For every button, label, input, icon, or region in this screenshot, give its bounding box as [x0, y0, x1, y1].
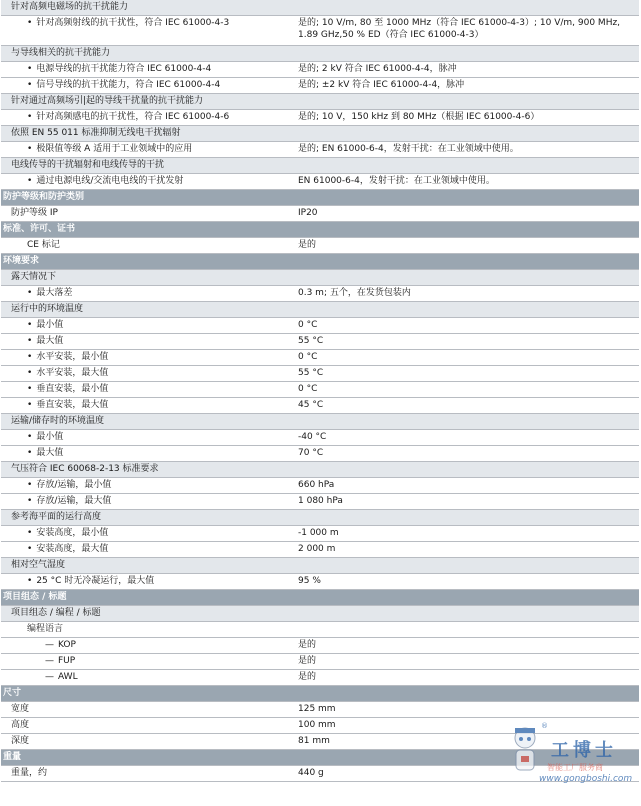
group-header [1, 302, 639, 318]
spec-label-text: 存放/运输，最大值 [36, 496, 112, 506]
group-header [1, 94, 639, 110]
spec-label-text: 针对高频射线的抗干扰性，符合 IEC 61000-4-3 [36, 18, 230, 28]
spec-label-text: CE 标记 [27, 240, 60, 250]
spec-label-text: 最小值 [36, 432, 64, 442]
spec-label [1, 270, 631, 285]
spec-label [1, 142, 317, 157]
spec-value: 是的; EN 61000-6-4，发射干扰：在工业领域中使用。 [298, 144, 519, 154]
spec-label [1, 526, 317, 541]
spec-row [1, 478, 639, 494]
spec-row [1, 526, 639, 542]
spec-label-text: 标准、许可、证书 [3, 224, 76, 234]
spec-row [1, 494, 639, 510]
spec-label [1, 670, 335, 685]
spec-label-text: 深度 [11, 736, 30, 746]
spec-label-text: 最大落差 [36, 288, 73, 298]
spec-label-text: 环境要求 [3, 256, 40, 266]
bullet-icon: • [27, 368, 33, 378]
spec-row [1, 542, 639, 558]
spec-label [1, 750, 293, 765]
spec-value: 是的 [298, 640, 317, 650]
spec-row [1, 78, 639, 94]
bullet-icon: • [27, 400, 33, 410]
bullet-icon: • [27, 544, 33, 554]
group-header [1, 558, 639, 574]
spec-label [1, 606, 631, 621]
spec-value: -1 000 m [298, 528, 339, 538]
spec-row [1, 670, 639, 686]
registered-mark: ® [541, 722, 548, 730]
spec-label [1, 366, 317, 381]
spec-value: 是的 [298, 240, 317, 250]
spec-label [1, 222, 293, 237]
spec-label [1, 574, 317, 589]
spec-label-text: 最大值 [36, 448, 64, 458]
spec-label [1, 414, 631, 429]
spec-value: EN 61000-6-4，发射干扰：在工业领域中使用。 [298, 176, 495, 186]
spec-row [1, 446, 639, 462]
spec-row [1, 286, 639, 302]
spec-label [1, 286, 317, 301]
spec-value: 0 °C [298, 352, 318, 362]
spec-label-text: 25 °C 时无冷凝运行，最大值 [36, 576, 155, 586]
spec-label [1, 510, 631, 525]
spec-label-text: 针对高频电磁场的抗干扰能力 [11, 2, 129, 12]
spec-value: 是的; 10 V，150 kHz 到 80 MHz（根据 IEC 61000-4-6） [298, 112, 540, 122]
spec-label [1, 318, 317, 333]
spec-label [1, 638, 335, 653]
bullet-icon: • [27, 480, 33, 490]
spec-label [1, 686, 293, 701]
spec-label-text: 参考海平面的运行高度 [11, 512, 102, 522]
spec-label [1, 334, 317, 349]
spec-value: 81 mm [298, 736, 330, 746]
spec-value: 70 °C [298, 448, 324, 458]
spec-label-text: 露天情况下 [11, 272, 57, 282]
spec-value: 660 hPa [298, 480, 335, 490]
spec-label-text: AWL [58, 672, 78, 682]
spec-label [1, 62, 317, 77]
spec-row [1, 430, 639, 446]
spec-row [1, 654, 639, 670]
spec-label-text: 与导线相关的抗干扰能力 [11, 48, 111, 58]
spec-label-text: FUP [58, 656, 76, 666]
group-header [1, 270, 639, 286]
spec-label-text: 电线传导的干扰辐射和电线传导的干扰 [11, 160, 165, 170]
spec-label [1, 478, 317, 493]
group-header [1, 0, 639, 16]
spec-label [1, 126, 631, 141]
bullet-icon: • [27, 288, 33, 298]
bullet-icon: • [27, 112, 33, 122]
spec-value: 95 % [298, 576, 321, 586]
spec-label [1, 494, 317, 509]
spec-row [1, 62, 639, 78]
dash-icon: — [45, 640, 54, 650]
dash-icon: — [45, 672, 54, 682]
spec-label-text: 重量，约 [11, 768, 48, 778]
spec-label-text: 垂直安装，最小值 [36, 384, 109, 394]
spec-label-text: 相对空气湿度 [11, 560, 66, 570]
spec-value: 是的 [298, 656, 317, 666]
spec-value: 是的; ±2 kV 符合 IEC 61000-4-4，脉冲 [298, 80, 465, 90]
bullet-icon: • [27, 576, 33, 586]
group-header [1, 510, 639, 526]
spec-label-text: 依照 EN 55 011 标准抑制无线电干扰辐射 [11, 128, 181, 138]
spec-row [1, 334, 639, 350]
group-header [1, 46, 639, 62]
spec-row [1, 350, 639, 366]
bullet-icon: • [27, 18, 33, 28]
spec-row [1, 574, 639, 590]
spec-label-text: 项目组态 / 编程 / 标题 [11, 608, 101, 618]
watermark-tagline: 智能工厂服务商 [547, 763, 603, 772]
spec-row [1, 142, 639, 158]
spec-value: 是的 [298, 672, 317, 682]
spec-label [1, 622, 317, 637]
spec-label-text: 尺寸 [3, 688, 22, 698]
spec-label-text: 针对通过高频场引|起的导线干扰量的抗干扰能力 [11, 96, 204, 106]
bullet-icon: • [27, 352, 33, 362]
spec-row [1, 382, 639, 398]
spec-value: IP20 [298, 208, 318, 218]
spec-label [1, 350, 317, 365]
spec-label [1, 254, 293, 269]
bullet-icon: • [27, 336, 33, 346]
bullet-icon: • [27, 80, 33, 90]
spec-value: 2 000 m [298, 544, 336, 554]
spec-row [1, 638, 639, 654]
spec-label [1, 78, 317, 93]
spec-label-text: 电源导线的抗干扰能力符合 IEC 61000-4-4 [36, 64, 212, 74]
section-header [1, 222, 639, 238]
spec-label-text: 运行中的环境温度 [11, 304, 84, 314]
spec-label [1, 0, 631, 15]
spec-label [1, 446, 317, 461]
spec-value: 是的; 10 V/m, 80 至 1000 MHz（符合 IEC 61000-4-3）; 10 V/m, 900 MHz, 1.89 GHz,50 % ED（符合 IEC 61000-4-3） [298, 18, 621, 40]
spec-label [1, 382, 317, 397]
spec-label [1, 158, 631, 173]
spec-label [1, 174, 317, 189]
spec-value: -40 °C [298, 432, 327, 442]
spec-label [1, 542, 317, 557]
spec-label-text: 针对高频感电的抗干扰性，符合 IEC 61000-4-6 [36, 112, 230, 122]
spec-label-text: 水平安装，最大值 [36, 368, 109, 378]
group-header [1, 126, 639, 142]
spec-label [1, 46, 631, 61]
spec-value: 440 g [298, 768, 324, 778]
spec-label-text: 防护等级和防护类别 [3, 192, 85, 202]
spec-label-text: 水平安装，最小值 [36, 352, 109, 362]
spec-row [1, 398, 639, 414]
spec-label-text: 垂直安装，最大值 [36, 400, 109, 410]
spec-row [1, 174, 639, 190]
watermark-url: www.gongboshi.com [539, 774, 633, 784]
spec-row [1, 318, 639, 334]
spec-label [1, 110, 317, 125]
spec-label [1, 16, 317, 31]
spec-value: 55 °C [298, 336, 324, 346]
group-header [1, 606, 639, 622]
spec-label-text: 存放/运输，最小值 [36, 480, 112, 490]
spec-label-text: 编程语言 [27, 624, 64, 634]
group-header [1, 462, 639, 478]
watermark-logo [503, 718, 633, 788]
group-header [1, 414, 639, 430]
bullet-icon: • [27, 144, 33, 154]
spec-row [1, 110, 639, 126]
spec-label [1, 190, 293, 205]
spec-value: 0 °C [298, 320, 318, 330]
spec-value: 0 °C [298, 384, 318, 394]
spec-label-text: 极限值等级 A 适用于工业领域中的应用 [36, 144, 193, 154]
dash-icon: — [45, 656, 54, 666]
spec-row [1, 702, 639, 718]
spec-row [1, 238, 639, 254]
spec-label-text: 最大值 [36, 336, 64, 346]
spec-label-text: 通过电源电线/交流电电线的干扰发射 [36, 176, 184, 186]
spec-row [1, 16, 639, 46]
spec-label [1, 558, 631, 573]
spec-label-text: 最小值 [36, 320, 64, 330]
spec-label-text: KOP [58, 640, 76, 650]
spec-label [1, 302, 631, 317]
spec-value: 55 °C [298, 368, 324, 378]
bullet-icon: • [27, 432, 33, 442]
section-header [1, 686, 639, 702]
spec-value: 1 080 hPa [298, 496, 343, 506]
spec-table [1, 0, 639, 782]
spec-label [1, 590, 293, 605]
spec-label [1, 718, 301, 733]
spec-label-text: 项目组态 / 标题 [3, 592, 67, 602]
spec-label [1, 238, 317, 253]
spec-label [1, 702, 301, 717]
spec-label [1, 734, 301, 749]
section-header [1, 190, 639, 206]
spec-row [1, 206, 639, 222]
spec-label-text: 运输/储存时的环境温度 [11, 416, 105, 426]
group-header [1, 158, 639, 174]
spec-value: 125 mm [298, 704, 336, 714]
spec-label [1, 462, 631, 477]
bullet-icon: • [27, 320, 33, 330]
spec-row [1, 622, 639, 638]
spec-label-text: 气压符合 IEC 60068-2-13 标准要求 [11, 464, 159, 474]
bullet-icon: • [27, 64, 33, 74]
bullet-icon: • [27, 176, 33, 186]
section-header [1, 254, 639, 270]
spec-label-text: 宽度 [11, 704, 30, 714]
bullet-icon: • [27, 528, 33, 538]
spec-value: 是的; 2 kV 符合 IEC 61000-4-4，脉冲 [298, 64, 457, 74]
spec-row [1, 366, 639, 382]
bullet-icon: • [27, 448, 33, 458]
spec-label [1, 206, 301, 221]
spec-label [1, 654, 335, 669]
watermark-name: 工博士 [551, 740, 617, 761]
spec-label-text: 高度 [11, 720, 30, 730]
section-header [1, 590, 639, 606]
spec-label [1, 430, 317, 445]
spec-value: 45 °C [298, 400, 324, 410]
bullet-icon: • [27, 496, 33, 506]
spec-label-text: 安装高度，最小值 [36, 528, 109, 538]
spec-value: 0.3 m; 五个，在发货包装内 [298, 288, 411, 298]
spec-label-text: 安装高度，最大值 [36, 544, 109, 554]
spec-label [1, 94, 631, 109]
spec-label-text: 防护等级 IP [11, 208, 58, 218]
spec-label-text: 信号导线的抗干扰能力，符合 IEC 61000-4-4 [36, 80, 221, 90]
spec-label-text: 重量 [3, 752, 22, 762]
robot-mascot-icon [505, 724, 545, 776]
spec-value: 100 mm [298, 720, 336, 730]
spec-label [1, 398, 317, 413]
spec-label [1, 766, 301, 781]
bullet-icon: • [27, 384, 33, 394]
